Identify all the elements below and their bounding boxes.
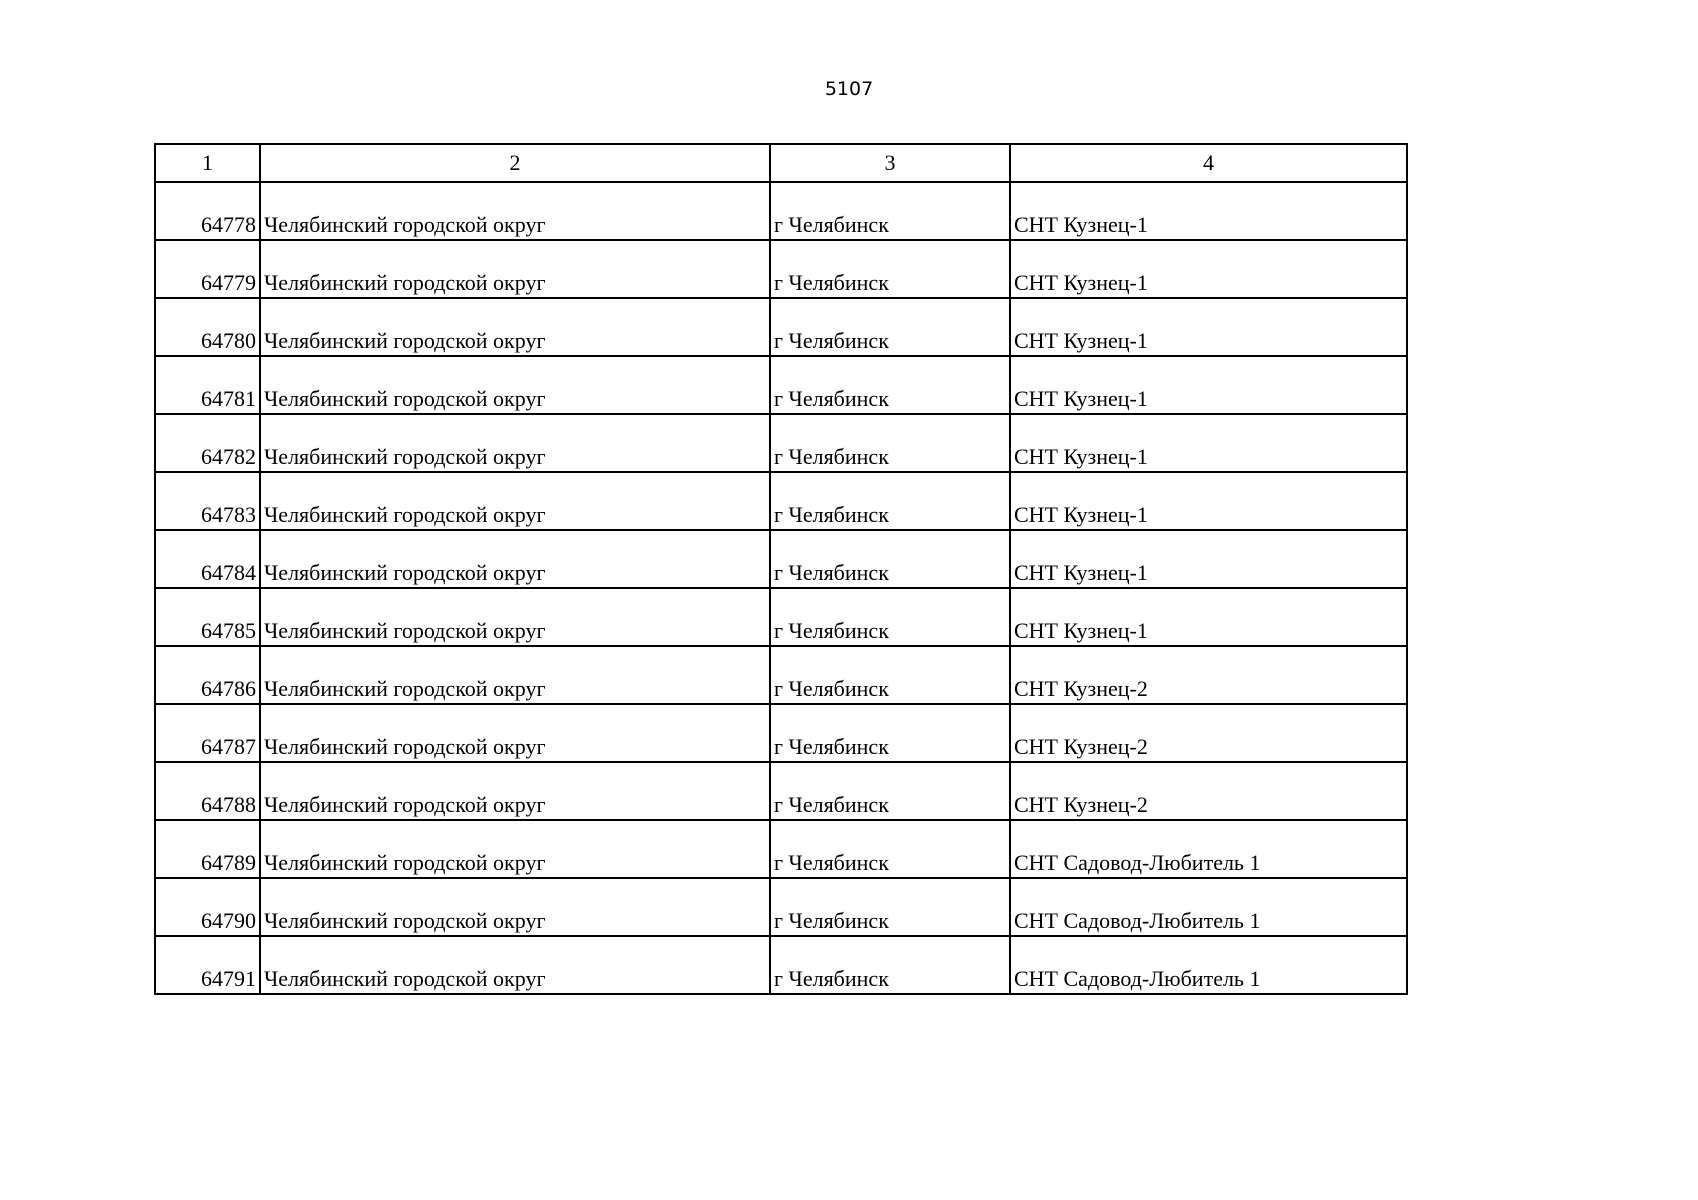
municipality-cell: Челябинский городской округ: [260, 298, 770, 356]
row-number-cell: 64780: [155, 298, 260, 356]
header-cell-2: 2: [260, 144, 770, 182]
municipality-cell: Челябинский городской округ: [260, 820, 770, 878]
table-row: [155, 472, 1407, 530]
settlement-cell: г Челябинск: [770, 646, 1010, 704]
location-cell: СНТ Кузнец-2: [1010, 762, 1407, 820]
table-row: [155, 298, 1407, 356]
row-number-cell: 64788: [155, 762, 260, 820]
settlement-cell: г Челябинск: [770, 762, 1010, 820]
municipality-cell: Челябинский городской округ: [260, 762, 770, 820]
table-header: [155, 144, 1407, 182]
location-cell: СНТ Кузнец-1: [1010, 298, 1407, 356]
settlement-cell: г Челябинск: [770, 298, 1010, 356]
header-cell-4: 4: [1010, 144, 1407, 182]
table-row: [155, 646, 1407, 704]
location-cell: СНТ Кузнец-1: [1010, 530, 1407, 588]
row-number-cell: 64790: [155, 878, 260, 936]
municipality-cell: Челябинский городской округ: [260, 646, 770, 704]
municipality-cell: Челябинский городской округ: [260, 878, 770, 936]
table-row: [155, 414, 1407, 472]
table-row: [155, 762, 1407, 820]
settlement-cell: г Челябинск: [770, 588, 1010, 646]
municipality-cell: Челябинский городской округ: [260, 414, 770, 472]
row-number-cell: 64791: [155, 936, 260, 994]
data-table: [154, 143, 1408, 995]
row-number-cell: 64786: [155, 646, 260, 704]
row-number-cell: 64778: [155, 182, 260, 240]
header-row: [155, 144, 1407, 182]
row-number-cell: 64781: [155, 356, 260, 414]
row-number-cell: 64785: [155, 588, 260, 646]
location-cell: СНТ Садовод-Любитель 1: [1010, 936, 1407, 994]
row-number-cell: 64782: [155, 414, 260, 472]
municipality-cell: Челябинский городской округ: [260, 588, 770, 646]
settlement-cell: г Челябинск: [770, 182, 1010, 240]
location-cell: СНТ Кузнец-1: [1010, 240, 1407, 298]
row-number-cell: 64787: [155, 704, 260, 762]
location-cell: СНТ Садовод-Любитель 1: [1010, 820, 1407, 878]
table-row: [155, 820, 1407, 878]
location-cell: СНТ Кузнец-1: [1010, 414, 1407, 472]
settlement-cell: г Челябинск: [770, 240, 1010, 298]
location-cell: СНТ Кузнец-2: [1010, 704, 1407, 762]
table-row: [155, 182, 1407, 240]
municipality-cell: Челябинский городской округ: [260, 182, 770, 240]
table-row: [155, 704, 1407, 762]
table-row: [155, 240, 1407, 298]
municipality-cell: Челябинский городской округ: [260, 936, 770, 994]
municipality-cell: Челябинский городской округ: [260, 530, 770, 588]
table-row: [155, 936, 1407, 994]
row-number-cell: 64789: [155, 820, 260, 878]
settlement-cell: г Челябинск: [770, 878, 1010, 936]
row-number-cell: 64783: [155, 472, 260, 530]
settlement-cell: г Челябинск: [770, 704, 1010, 762]
table-row: [155, 356, 1407, 414]
municipality-cell: Челябинский городской округ: [260, 704, 770, 762]
table-body: [155, 182, 1407, 994]
settlement-cell: г Челябинск: [770, 356, 1010, 414]
page-number: 5107: [824, 78, 874, 100]
location-cell: СНТ Кузнец-1: [1010, 472, 1407, 530]
location-cell: СНТ Кузнец-1: [1010, 182, 1407, 240]
settlement-cell: г Челябинск: [770, 820, 1010, 878]
location-cell: СНТ Кузнец-2: [1010, 646, 1407, 704]
row-number-cell: 64784: [155, 530, 260, 588]
location-cell: СНТ Садовод-Любитель 1: [1010, 878, 1407, 936]
location-cell: СНТ Кузнец-1: [1010, 356, 1407, 414]
location-cell: СНТ Кузнец-1: [1010, 588, 1407, 646]
header-cell-1: 1: [155, 144, 260, 182]
settlement-cell: г Челябинск: [770, 530, 1010, 588]
table-row: [155, 878, 1407, 936]
municipality-cell: Челябинский городской округ: [260, 356, 770, 414]
table-row: [155, 588, 1407, 646]
municipality-cell: Челябинский городской округ: [260, 472, 770, 530]
municipality-cell: Челябинский городской округ: [260, 240, 770, 298]
settlement-cell: г Челябинск: [770, 472, 1010, 530]
table-row: [155, 530, 1407, 588]
row-number-cell: 64779: [155, 240, 260, 298]
settlement-cell: г Челябинск: [770, 414, 1010, 472]
settlement-cell: г Челябинск: [770, 936, 1010, 994]
header-cell-3: 3: [770, 144, 1010, 182]
